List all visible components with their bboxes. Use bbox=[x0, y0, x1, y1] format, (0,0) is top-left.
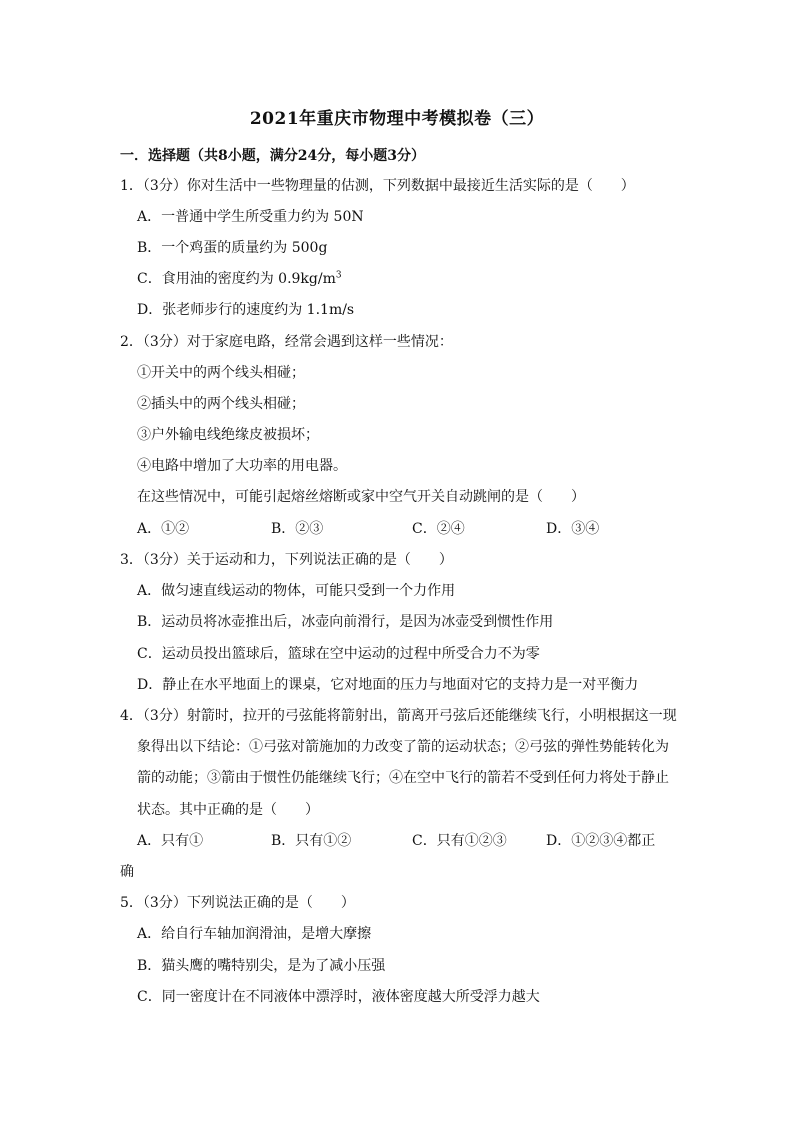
question-2-situation-3: ③户外输电线绝缘皮被损坏； bbox=[137, 427, 319, 443]
question-5-option-b: B．猫头鹰的嘴特别尖，是为了减小压强 bbox=[137, 958, 386, 974]
question-2-option-a: A．①② bbox=[137, 521, 190, 537]
question-5-option-a: A．给自行车轴加润滑油，是增大摩擦 bbox=[137, 926, 372, 942]
question-2-situation-1: ①开关中的两个线头相碰； bbox=[137, 365, 305, 381]
question-1-option-c bbox=[137, 270, 342, 288]
question-3-option-a: A．做匀速直线运动的物体，可能只受到一个力作用 bbox=[137, 583, 456, 599]
exam-title: 2021年重庆市物理中考模拟卷（三） bbox=[249, 109, 545, 129]
question-3-option-b: B．运动员将冰壶推出后，冰壶向前滑行，是因为冰壶受到惯性作用 bbox=[137, 614, 554, 630]
question-3-stem: 3．（3分）关于运动和力，下列说法正确的是（ ） bbox=[120, 552, 453, 568]
question-2-stem: 2．（3分）对于家庭电路，经常会遇到这样一些情况： bbox=[120, 334, 453, 350]
question-4-line-3: 箭的动能；③箭由于惯性仍能继续飞行；④在空中飞行的箭若不受到任何力将处于静止 bbox=[137, 770, 669, 786]
question-1-option-d: D．张老师步行的速度约为 1.1m/s bbox=[137, 302, 355, 318]
question-4-line-2: 象得出以下结论：①弓弦对箭施加的力改变了箭的运动状态；②弓弦的弹性势能转化为 bbox=[137, 739, 669, 755]
question-4-option-b: B．只有①② bbox=[271, 833, 352, 849]
question-1-option-c-text: C．食用油的密度约为 0.9kg/m bbox=[137, 271, 336, 287]
question-3-option-d: D．静止在水平地面上的课桌，它对地面的压力与地面对它的支持力是一对平衡力 bbox=[137, 677, 639, 693]
question-2-option-c: C．②④ bbox=[412, 521, 465, 537]
question-2-ask: 在这些情况中，可能引起熔丝熔断或家中空气开关自动跳闸的是（ ） bbox=[137, 489, 585, 505]
question-1-stem: 1．（3分）你对生活中一些物理量的估测，下列数据中最接近生活实际的是（ ） bbox=[120, 178, 635, 194]
question-2-option-d: D．③④ bbox=[546, 521, 600, 537]
question-2-situation-4: ④电路中增加了大功率的用电器。 bbox=[137, 458, 347, 474]
question-4-line-1: 4．（3分）射箭时，拉开的弓弦能将箭射出，箭离开弓弦后还能继续飞行，小明根据这一现 bbox=[120, 708, 677, 724]
question-1-option-c-superscript: 3 bbox=[335, 270, 342, 281]
question-4-line-4: 状态。其中正确的是（ ） bbox=[137, 802, 319, 818]
question-4-option-c: C．只有①②③ bbox=[412, 833, 507, 849]
question-4-option-d-wrap: 确 bbox=[120, 864, 134, 880]
question-1-option-a: A．一普通中学生所受重力约为 50N bbox=[137, 209, 364, 225]
question-4-option-d: D．①②③④都正 bbox=[546, 833, 656, 849]
question-1-option-b: B．一个鸡蛋的质量约为 500g bbox=[137, 240, 328, 256]
section-heading: 一．选择题（共8小题，满分24分，每小题3分） bbox=[120, 148, 425, 164]
question-3-option-c: C．运动员投出篮球后，篮球在空中运动的过程中所受合力不为零 bbox=[137, 646, 540, 662]
question-2-situation-2: ②插头中的两个线头相碰； bbox=[137, 396, 305, 412]
question-5-option-c: C．同一密度计在不同液体中漂浮时，液体密度越大所受浮力越大 bbox=[137, 989, 540, 1005]
question-5-stem: 5．（3分）下列说法正确的是（ ） bbox=[120, 895, 355, 911]
question-2-option-b: B．②③ bbox=[271, 521, 324, 537]
question-4-option-a: A．只有① bbox=[137, 833, 204, 849]
